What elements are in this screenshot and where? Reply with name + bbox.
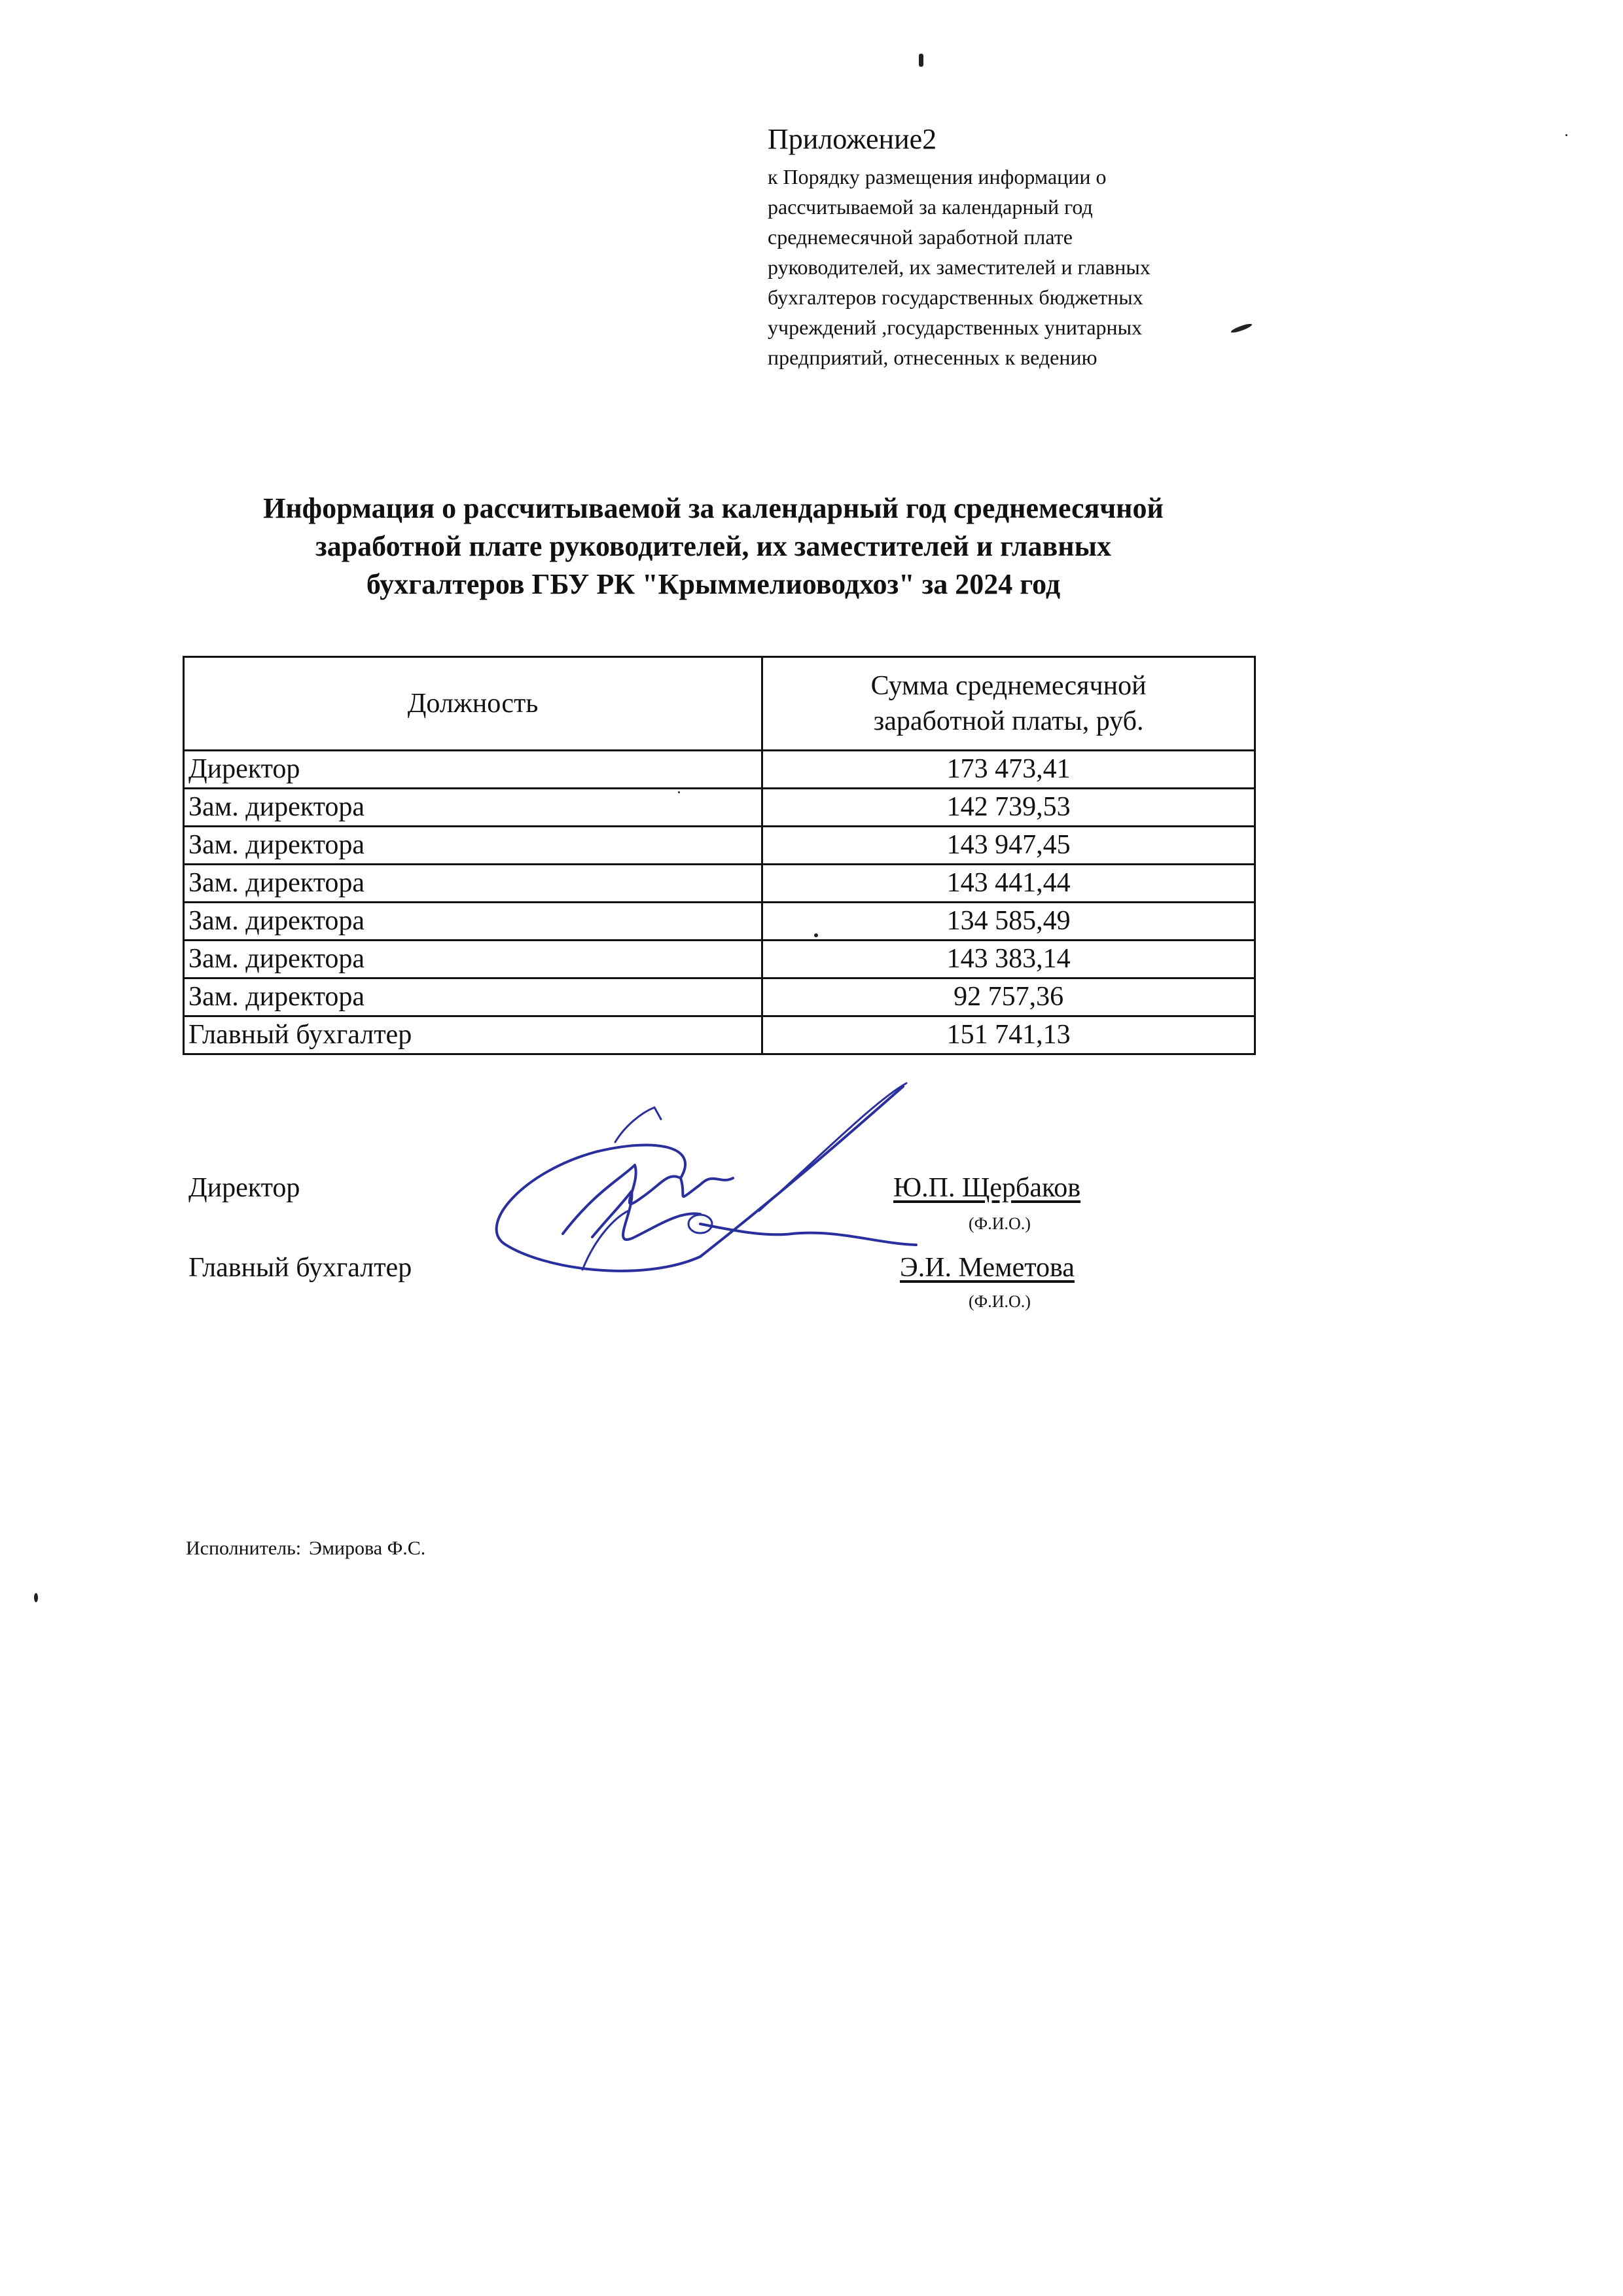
amount-cell: 134 585,49 [762, 903, 1255, 941]
executor-name: Эмирова Ф.С. [309, 1537, 426, 1559]
chief-accountant-name: Э.И. Меметова [900, 1253, 1075, 1283]
table-row [184, 941, 1255, 978]
appendix-line: к Порядку размещения информации о [768, 165, 1107, 188]
document-title [157, 490, 1270, 603]
handwritten-signatures [484, 1073, 955, 1309]
position-cell: Главный бухгалтер [184, 1016, 762, 1054]
table-row [184, 827, 1255, 865]
title-line: заработной плате руководителей, их заместителей и главных [315, 530, 1111, 562]
appendix-line: руководителей, их заместителей и главных [768, 255, 1150, 279]
position-cell: Зам. директора [184, 827, 762, 865]
position-cell: Зам. директора [184, 789, 762, 827]
scan-speck [678, 791, 680, 793]
title-line: Информация о рассчитываемой за календарный год среднемесячной [263, 492, 1164, 524]
appendix-header [768, 121, 1239, 372]
header-position: Должность [184, 657, 762, 751]
appendix-line: рассчитываемой за календарный год [768, 195, 1093, 219]
director-name: Ю.П. Щербаков [893, 1173, 1081, 1203]
table-row [184, 865, 1255, 903]
amount-cell: 143 383,14 [762, 941, 1255, 978]
scan-speck [814, 933, 818, 937]
header-amount-line: заработной платы, руб. [873, 706, 1144, 736]
appendix-title: Приложение2 [768, 123, 937, 155]
amount-cell: 173 473,41 [762, 751, 1255, 789]
title-line: бухгалтеров ГБУ РК "Крыммелиоводхоз" за 2024 год [366, 568, 1061, 600]
position-cell: Зам. директора [184, 978, 762, 1016]
position-cell: Директор [184, 751, 762, 789]
executor-label: Исполнитель: [186, 1537, 302, 1559]
director-name-note: (Ф.И.О.) [969, 1214, 1031, 1233]
header-amount-line: Сумма среднемесячной [870, 671, 1147, 701]
appendix-line: среднемесячной заработной плате [768, 225, 1073, 249]
amount-cell: 151 741,13 [762, 1016, 1255, 1054]
amount-cell: 92 757,36 [762, 978, 1255, 1016]
appendix-line: учреждений ,государственных унитарных [768, 315, 1143, 339]
table-row [184, 978, 1255, 1016]
scan-speck [1565, 134, 1567, 136]
table-header-row [184, 657, 1255, 751]
amount-cell: 142 739,53 [762, 789, 1255, 827]
appendix-text [768, 162, 1239, 372]
executor-line [186, 1535, 425, 1562]
position-cell: Зам. директора [184, 865, 762, 903]
scan-speck [919, 54, 923, 67]
amount-cell: 143 441,44 [762, 865, 1255, 903]
signature-ink [497, 1083, 916, 1271]
table-row [184, 903, 1255, 941]
table-row [184, 1016, 1255, 1054]
scan-speck [34, 1593, 38, 1602]
amount-cell: 143 947,45 [762, 827, 1255, 865]
salary-table [183, 656, 1256, 1055]
table-row [184, 789, 1255, 827]
table-row [184, 751, 1255, 789]
chief-accountant-name-note: (Ф.И.О.) [969, 1292, 1031, 1311]
chief-accountant-label: Главный бухгалтер [188, 1253, 412, 1283]
appendix-line: предприятий, отнесенных к ведению [768, 346, 1097, 369]
header-amount [762, 657, 1255, 751]
appendix-line: бухгалтеров государственных бюджетных [768, 285, 1143, 309]
position-cell: Зам. директора [184, 941, 762, 978]
position-cell: Зам. директора [184, 903, 762, 941]
director-label: Директор [188, 1173, 300, 1203]
